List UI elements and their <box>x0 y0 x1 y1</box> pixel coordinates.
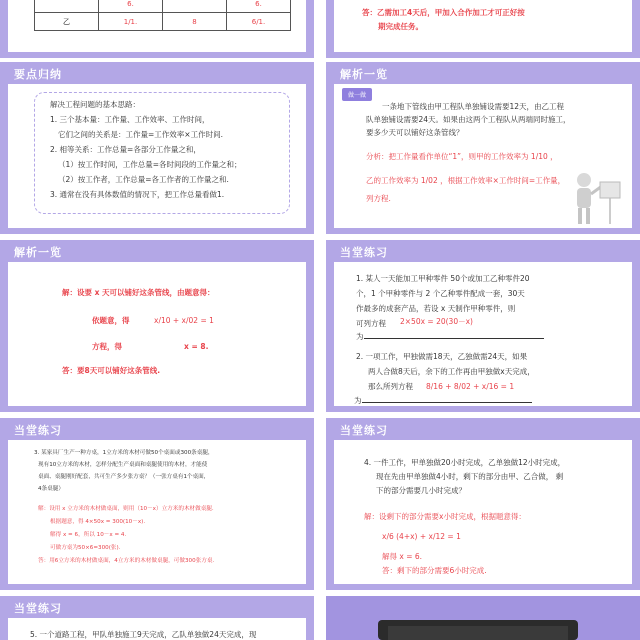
table-row <box>35 0 291 13</box>
answer-line: 解得 x = 6，所以 10－x = 4. <box>50 532 127 538</box>
answer-equation: 8/16 + 8/02 + x/16 = 1 <box>426 382 515 391</box>
table-cell <box>35 0 99 13</box>
question-line: 两人合做8天后，余下的工作再由甲独做x天完成， <box>368 367 535 376</box>
table-cell: 乙 <box>35 13 99 31</box>
table-row <box>35 13 291 31</box>
solution-line: 依题意，得 <box>92 316 130 325</box>
slide-header <box>326 62 640 84</box>
presenter-figure-icon <box>562 168 622 228</box>
slide-header <box>0 596 314 618</box>
problem-line: 一条地下管线由甲工程队单独铺设需要12天，由乙工程 <box>382 102 565 111</box>
answer-line: 解：设用 x 立方米的木材做桌面，则用（10－x）立方米的木材做桌腿. <box>38 506 214 512</box>
question-line: 5. 一个道路工程，甲队单独施工9天完成，乙队单独做24天完成，现 <box>30 630 257 639</box>
question-line: 现有10立方米的木材，怎样分配生产桌面和桌腿使用的木材，才能使 <box>38 462 208 468</box>
table-cell: 8 <box>163 13 227 31</box>
slide-practice-5 <box>0 596 314 640</box>
slide-title: 当堂练习 <box>14 424 62 437</box>
analysis-line: 列方程. <box>366 194 391 203</box>
slide-key-points <box>0 62 314 234</box>
slide-header <box>326 240 640 262</box>
slide-answer <box>326 0 640 58</box>
solution-line: 方程，得 <box>92 342 122 351</box>
answer-line: 解得 x = 6. <box>382 552 423 561</box>
equation: x = 8. <box>184 342 209 351</box>
answer-equation: 2×50x = 20(30－x) <box>400 317 473 326</box>
table-cell: 6/1. <box>227 13 291 31</box>
table-cell <box>163 0 227 13</box>
slide-table <box>0 0 314 58</box>
summary-line: 2. 相等关系：工作总量=各部分工作量之和， <box>50 145 201 154</box>
work-table <box>34 0 291 31</box>
summary-line: 它们之间的关系是：工作量=工作效率×工作时间. <box>58 130 223 139</box>
slide-header <box>0 418 314 440</box>
summary-line: 解决工程问题的基本思路： <box>50 100 140 109</box>
question-line: 可列方程 <box>356 319 386 328</box>
table-cell: 6. <box>227 0 291 13</box>
slide-practice-3 <box>0 418 314 590</box>
table-cell: 1/1. <box>99 13 163 31</box>
answer-line: 可做方桌为50×6=300(张). <box>50 545 121 551</box>
problem-line: 队单独铺设需要24天。如果由这两个工程队从两端同时施工， <box>366 115 571 124</box>
summary-line: 3. 通常在没有具体数值的情况下，把工作总量看做1. <box>50 190 225 199</box>
slide-title: 解析一览 <box>14 246 62 259</box>
answer-blank <box>364 330 544 339</box>
answer-line: 答：剩下的部分需要6小时完成. <box>382 566 487 575</box>
question-line: 那么所列方程 <box>368 382 413 391</box>
laptop-icon <box>378 620 578 640</box>
slide-title: 当堂练习 <box>340 246 388 259</box>
slide-practice-1 <box>326 240 640 412</box>
problem-line: 要多少天可以铺好这条管线？ <box>366 128 464 137</box>
answer-line: 根据题意，得 4×50x = 300(10－x). <box>50 519 146 525</box>
solution-line: 答：要8天可以铺好这条管线. <box>62 366 161 375</box>
analysis-line: 乙的工作效率为 1/02 ，根据工作效率×工作时间=工作量， <box>366 176 566 185</box>
summary-line: （1）按工作时间，工作总量=各时间段的工作量之和； <box>58 160 242 169</box>
slide-header <box>0 62 314 84</box>
slide-analysis <box>326 62 640 234</box>
equation: x/10 + x/02 = 1 <box>154 316 214 325</box>
slide-solution <box>0 240 314 412</box>
answer-line: 期完成任务。 <box>378 22 423 31</box>
question-line: 1. 某人一天能加工甲种零件 50个或加工乙种零件20 <box>356 274 530 283</box>
summary-line: 1. 三个基本量：工作量、工作效率、工作时间， <box>50 115 210 124</box>
question-line: 3. 某家具厂生产一种方桌，1立方米的木材可做50个桌面或300条桌腿， <box>34 450 214 456</box>
question-line <box>356 330 544 343</box>
solution-line: 解：设要 x 天可以铺好这条管线，由题意得： <box>62 288 215 297</box>
try-tag: 做一做 <box>342 88 372 101</box>
question-line: 个，1 个甲种零件与 2 个乙种零件配成一套，30天 <box>356 289 525 298</box>
slide-header <box>326 418 640 440</box>
summary-line: （2）按工作者，工作总量=各工作者的工作量之和. <box>58 175 229 184</box>
question-line: 桌面、桌腿刚好配套，共可生产多少张方桌？（一张方桌有1个桌面， <box>38 474 210 480</box>
slide-closing <box>326 596 640 640</box>
answer-line: 答：用6立方米的木材做桌面，4立方米的木材做桌腿，可做300张方桌. <box>38 558 215 564</box>
blank-prefix: 为 <box>354 396 362 405</box>
question-line: 4. 一件工作，甲单独做20小时完成，乙单独做12小时完成， <box>364 458 566 467</box>
slide-title: 当堂练习 <box>14 602 62 615</box>
question-line: 2. 一项工作，甲独做需18天，乙独做需24天，如果 <box>356 352 528 361</box>
table-cell: 6. <box>99 0 163 13</box>
answer-equation: x/6 (4+x) + x/12 = 1 <box>382 532 461 541</box>
slide-header <box>0 240 314 262</box>
blank-prefix: 为 <box>356 332 364 341</box>
slide-practice-4 <box>326 418 640 590</box>
question-line: 现在先由甲单独做4小时，剩下的部分由甲、乙合做， 剩 <box>376 472 564 481</box>
slide-title: 解析一览 <box>340 68 388 81</box>
question-line: 作最多的成套产品，若设 x 天制作甲种零件，则 <box>356 304 516 313</box>
answer-blank <box>362 394 532 403</box>
question-line: 下的部分需要几小时完成？ <box>376 486 466 495</box>
analysis-line: 分析：把工作量看作单位“1”，则甲的工作效率为 1/10 ， <box>366 152 558 161</box>
answer-line: 答：乙需加工4天后，甲加入合作加工才可正好按 <box>362 8 525 17</box>
question-line <box>354 394 532 406</box>
question-line: 4条桌腿） <box>38 486 64 492</box>
slide-title: 当堂练习 <box>340 424 388 437</box>
slide-title: 要点归纳 <box>14 68 62 81</box>
answer-line: 解：设剩下的部分需要x小时完成，根据题意得： <box>364 512 526 521</box>
